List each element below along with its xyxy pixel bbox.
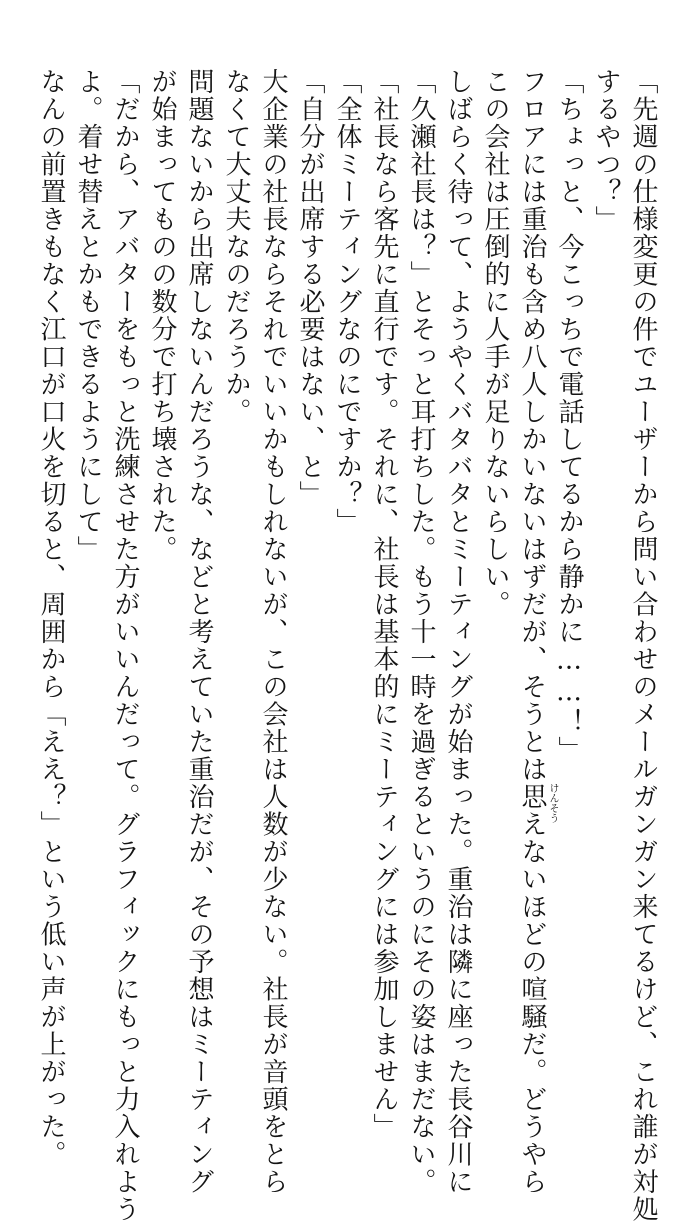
text-line-3: 「ちょっと、今こっちで電話してるから静かに……！」 [554,68,584,764]
text-line-12: なくて大丈夫なのだろうか。 [221,68,251,426]
text-line-14: が始まってものの数分で打ち壊された。 [147,68,177,563]
ruby-kensou: けんそう [547,783,558,823]
text-line-4: フロアには重治も含め八人しかいないはずだが、そうとは思えないほどの喧騒だ。どうやら [517,68,547,1196]
text-line-10: 「自分が出席する必要はない、と」 [295,68,325,508]
text-line-5: この会社は圧倒的に人手が足りないらしい。 [480,68,510,618]
text-line-9: 「全体ミーティングなのにですか？」 [332,68,362,536]
text-line-7: 「久瀬社長は？」とそっと耳打ちした。もう十一時を過ぎるというのにその姿はまだない。 [406,68,436,1196]
text-line-8: 「社長なら客先に直行です。それに、社長は基本的にミーティングには参加しません」 [369,68,399,1141]
text-line-13: 問題ないから出席しないんだろうな、などと考えていた重治だが、その予想はミーティング [184,68,214,1196]
text-line-11: 大企業の社長ならそれでいいかもしれないが、この会社は人数が少ない。社長が音頭をとら [258,68,288,1196]
text-line-1: 「先週の仕様変更の件でユーザーから問い合わせのメールガンガン来てるけど、これ誰が対処 [628,68,658,1223]
text-line-2: するやつ？」 [591,68,621,233]
text-line-16: よ。着せ替えとかもできるようにして」 [73,68,103,563]
text-line-15: 「だから、アバターをもっと洗練させた方がいいんだって。グラフィックにもっと力入れよう [110,68,140,1223]
text-line-6: しばらく待って、ようやくバタバタとミーティングが始まった。重治は隣に座った長谷川に [443,68,473,1196]
text-line-17: なんの前置きもなく江口が口火を切ると、周囲から「ええ？」という低い声が上がった。 [36,68,66,1168]
